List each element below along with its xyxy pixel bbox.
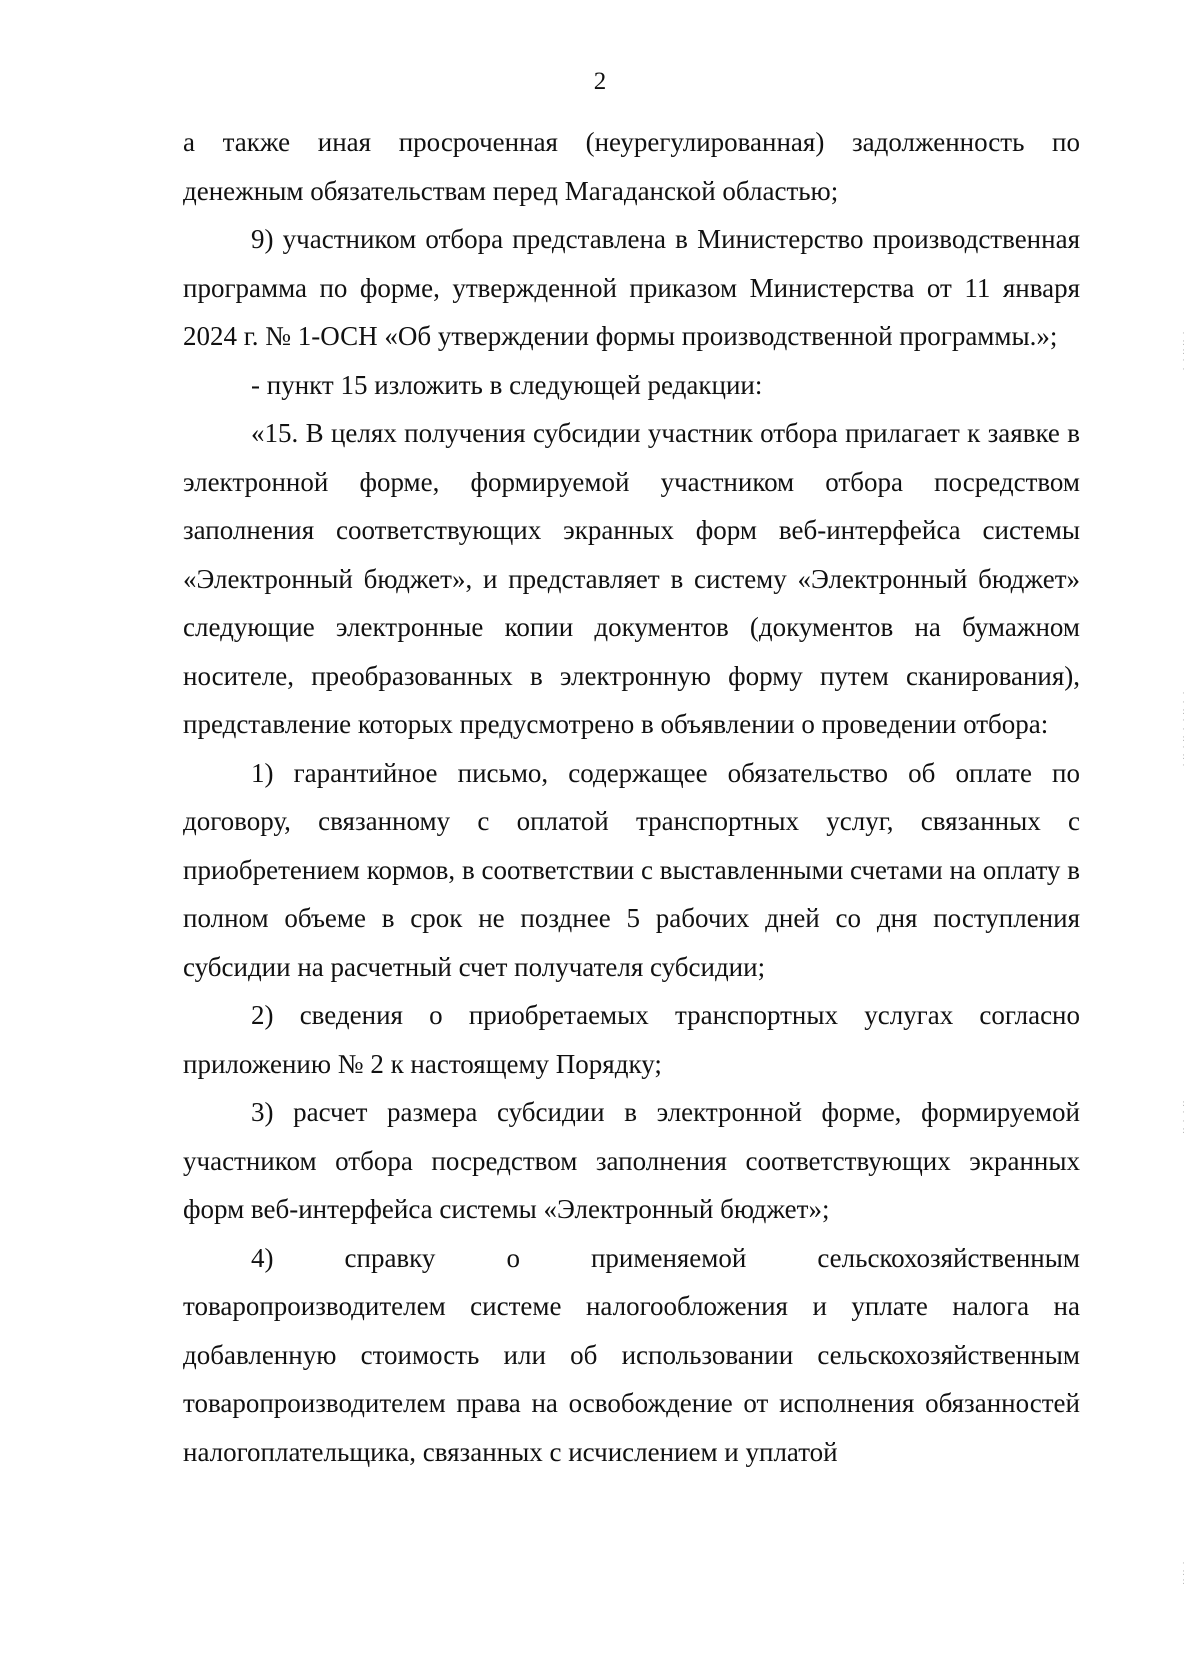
document-body bbox=[183, 118, 1080, 1476]
scan-edge-noise: · · : · · : · : · bbox=[1182, 689, 1186, 771]
paragraph-item-2: 2) сведения о приобретаемых транспортных услугах согласно приложению № 2 к настоящему Порядку; bbox=[183, 1000, 1080, 1079]
scan-edge-noise: : · · : bbox=[1182, 1099, 1186, 1136]
scan-edge-noise: · : : bbox=[1182, 1559, 1186, 1587]
page-number: 2 bbox=[593, 68, 607, 95]
paragraph-item-9: 9) участником отбора представлена в Министерство производственная программа по форме, утвержденной приказом Министерства от 11 января 2024 г. № 1-ОСН «Об утверждении формы производственной программы.»; bbox=[183, 224, 1080, 351]
paragraph-item-3: 3) расчет размера субсидии в электронной форме, формируемой участником отбора посредством заполнения соответствующих экранных форм веб-интерфейса системы «Электронный бюджет»; bbox=[183, 1097, 1080, 1224]
paragraph-item-1: 1) гарантийное письмо, содержащее обязательство об оплате по договору, связанному с оплатой транспортных услуг, связанных с приобретением кормов, в соответствии с выставленными счетами на оплату в полном объеме в срок не позднее 5 рабочих дней со дня поступления субсидии на расчетный счет получателя субсидии; bbox=[183, 757, 1080, 982]
paragraph-item-4: 4) справку о применяемой сельскохозяйственным товаропроизводителем системе налогообложения и уплате налога на добавленную стоимость или об использовании сельскохозяйственным товаропроизводителем права на освобождение от исполнения обязанностей налогоплательщика, связанных с исчислением и уплатой bbox=[183, 1242, 1080, 1467]
paragraph-continuation: а также иная просроченная (неурегулированная) задолженность по денежным обязательствам перед Магаданской областью; bbox=[183, 127, 1080, 206]
paragraph-point-15: «15. В целях получения субсидии участник отбора прилагает к заявке в электронной форме, формируемой участником отбора посредством заполнения соответствующих экранных форм веб-интерфейса системы «Электронный бюджет», и представляет в систему «Электронный бюджет» следующие электронные копии документов (документов на бумажном носителе, преобразованных в электронную форму путем сканирования), представление которых предусмотрено в объявлении о проведении отбора: bbox=[183, 418, 1080, 739]
scan-edge-noise: · : : · · bbox=[1182, 329, 1186, 375]
paragraph-amendment-point-15: - пункт 15 изложить в следующей редакции: bbox=[251, 369, 763, 400]
